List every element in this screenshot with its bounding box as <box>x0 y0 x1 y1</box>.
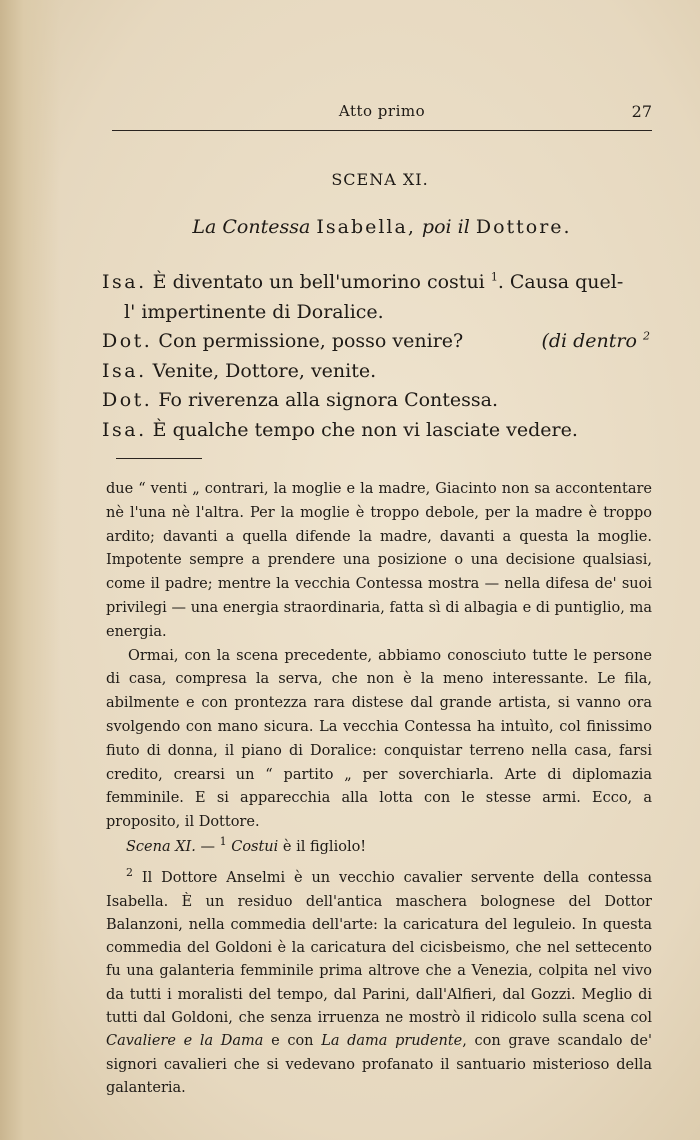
footnote-2 <box>106 867 652 1100</box>
dialogue-line <box>102 416 662 446</box>
dialogue-line <box>102 386 662 416</box>
section-divider <box>116 458 202 459</box>
characters-part-1: La Contessa <box>192 216 311 238</box>
dialogue-text: È qualche tempo che non vi lasciate vedere. <box>152 418 578 441</box>
footnote-text: è il figliolo! <box>282 839 367 855</box>
work-title: Cavaliere e la Dama <box>106 1033 264 1050</box>
stage-direction <box>541 327 650 357</box>
characters-part-3: poi il <box>421 216 470 238</box>
characters-part-2: Isabella, <box>316 216 416 238</box>
dialogue-text-continued: . Causa quel- <box>497 271 624 293</box>
footnote-marker: 1 <box>490 270 498 284</box>
dialogue-line <box>102 357 662 387</box>
commentary-paragraph: Ormai, con la scena precedente, abbiamo conosciuto tutte le persone di casa, compresa la serva, che non è la meno interessante. Le fila, abilmente e con prontezza rara distese dal grande artista, si vanno ora svolgendo con mano sicura. La vecchia Contessa ha intuìto, col finissimo fiuto di donna, il piano di Doralice: conquistar terreno nella casa, farsi credito, crearsi un “ partito „ per soverchiarla. Arte di diplomazia femminile. E si apparecchia alla lotta con le stesse armi. Ecco, a proposito, il Dottore. <box>106 647 652 831</box>
speaker-label: Isa. <box>102 418 147 441</box>
dialogue-block <box>102 268 662 445</box>
speaker-label: Isa. <box>102 271 147 293</box>
footnote-number: 1 <box>219 835 227 849</box>
footnote-separator: — <box>200 839 215 855</box>
footnote-text: e con <box>271 1033 314 1050</box>
dialogue-line <box>102 327 662 357</box>
speaker-label: Dot. <box>102 330 153 352</box>
dialogue-text: È diventato un bell'umorino costui <box>152 271 485 293</box>
characters-part-4: Dottore. <box>475 216 572 238</box>
footnote-1 <box>106 836 652 859</box>
work-title: La dama prudente <box>321 1033 463 1050</box>
header-rule <box>112 130 652 131</box>
footnotes <box>106 836 652 1100</box>
footnote-text: , con grave scandalo de' signori cavalieri che si vedevano profanato il santuario misterioso della galanteria. <box>106 1033 652 1096</box>
commentary-paragraph: due “ venti „ contrari, la moglie e la madre, Giacinto non sa accontentare nè l'una nè l'altra. Per la moglie è troppo debole, per la madre è troppo ardito; davanti a quella difende la madre, davanti a questa la moglie. Impotente sempre a prendere una posizione o una decisione qualsiasi, come il padre; mentre la vecchia Contessa mostra — nella difesa de' suoi privilegi — una energia straordinaria, fatta sì di albagia e di puntiglio, ma energia. <box>106 481 652 640</box>
stage-direction-text: (di dentro <box>541 330 637 352</box>
scene-heading: SCENA XI. <box>331 170 429 189</box>
page-number: 27 <box>631 102 652 121</box>
dialogue-text: l' impertinente di Doralice. <box>124 300 384 323</box>
footnote-text: Il Dottore Anselmi è un vecchio cavalier servente della contessa Isabella. È un residuo dell'antica maschera bolognese del Dottor Balanzoni, nella commedia dell'arte: la caricatura del leguleio. In questa commedia del Goldoni è la caricatura del cicisbeismo, che nel settecento fu una galanteria femminile prima altrove che a Venezia, colpita nel vivo da tutti i moralisti del tempo, dal Parini, dall'Alfieri, dal Gozzi. Meglio di tutti dal Goldoni, che senza irruenza ne mostrò il ridicolo sulla scena col <box>106 870 653 1027</box>
dialogue-text: Venite, Dottore, venite. <box>152 359 377 382</box>
dialogue-line <box>102 298 662 328</box>
footnote-marker: 2 <box>643 329 650 343</box>
running-head <box>112 100 652 124</box>
dialogue-line <box>102 268 662 298</box>
dialogue-text: Fo riverenza alla signora Contessa. <box>158 389 499 411</box>
speaker-label: Isa. <box>102 359 147 382</box>
dialogue-text: Con permissione, posso venire? <box>158 330 464 352</box>
commentary <box>106 478 652 835</box>
footnote-keyword: Costui <box>231 839 279 855</box>
footnote-number: 2 <box>126 866 133 880</box>
scene-characters <box>112 216 652 238</box>
running-title: Atto primo <box>338 102 426 120</box>
speaker-label: Dot. <box>102 389 153 411</box>
footnote-scene-label: Scena XI. <box>126 839 196 855</box>
